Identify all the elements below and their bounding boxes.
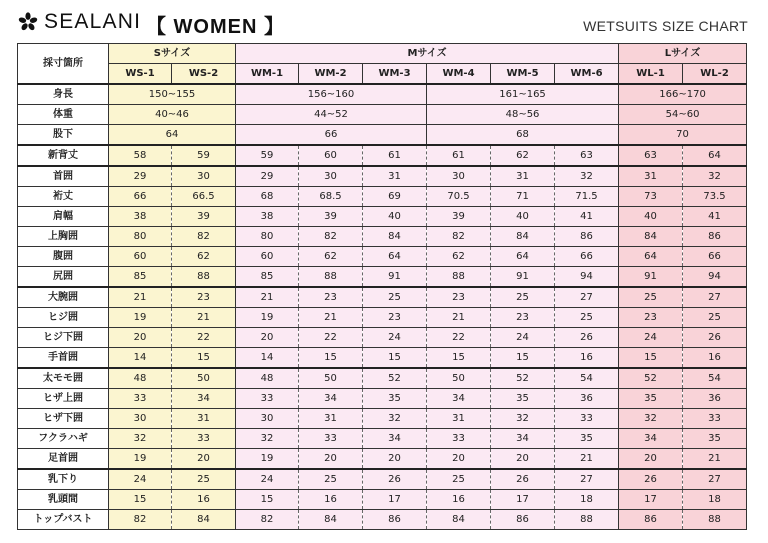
table-row [18,368,747,389]
value-cell: 27 [683,287,747,308]
size-header: WS-1 [109,64,172,85]
value-cell: 41 [555,207,619,227]
row-label: 足首囲 [18,449,109,470]
value-cell: 16 [555,348,619,369]
value-cell: 73.5 [683,187,747,207]
value-cell: 18 [555,490,619,510]
value-cell: 60 [109,247,172,267]
value-cell: 48 [109,368,172,389]
value-cell: 21 [427,308,491,328]
value-cell: 20 [619,449,683,470]
size-header: WM-3 [363,64,427,85]
value-cell: 84 [172,510,236,530]
value-cell: 64 [491,247,555,267]
range-cell: 48~56 [427,105,619,125]
range-cell: 68 [427,125,619,146]
size-header: WM-4 [427,64,491,85]
value-cell: 21 [236,287,299,308]
value-cell: 23 [172,287,236,308]
value-cell: 69 [363,187,427,207]
value-cell: 15 [299,348,363,369]
value-cell: 26 [619,469,683,490]
value-cell: 24 [363,328,427,348]
value-cell: 35 [555,429,619,449]
value-cell: 29 [236,166,299,187]
value-cell: 25 [299,469,363,490]
row-label: 乳下り [18,469,109,490]
value-cell: 31 [299,409,363,429]
group-m-header: Mサイズ [236,44,619,64]
value-cell: 24 [109,469,172,490]
value-cell: 91 [363,267,427,288]
range-cell: 54~60 [619,105,747,125]
table-row [18,328,747,348]
value-cell: 58 [109,145,172,166]
value-cell: 68 [236,187,299,207]
value-cell: 20 [491,449,555,470]
value-cell: 39 [427,207,491,227]
value-cell: 14 [236,348,299,369]
value-cell: 40 [619,207,683,227]
range-row [18,125,747,146]
row-label: トップバスト [18,510,109,530]
value-cell: 17 [491,490,555,510]
value-cell: 19 [109,449,172,470]
value-cell: 84 [363,227,427,247]
size-header: WL-1 [619,64,683,85]
value-cell: 85 [109,267,172,288]
row-label: フクラハギ [18,429,109,449]
range-cell: 156~160 [236,84,427,105]
value-cell: 80 [109,227,172,247]
value-cell: 32 [363,409,427,429]
row-label: 新背丈 [18,145,109,166]
value-cell: 71 [491,187,555,207]
table-row [18,308,747,328]
value-cell: 88 [555,510,619,530]
value-cell: 35 [363,389,427,409]
value-cell: 52 [491,368,555,389]
value-cell: 32 [683,166,747,187]
value-cell: 20 [427,449,491,470]
value-cell: 15 [491,348,555,369]
value-cell: 82 [427,227,491,247]
row-label: 股下 [18,125,109,146]
table-row [18,389,747,409]
table-row [18,187,747,207]
table-row [18,348,747,369]
value-cell: 40 [491,207,555,227]
value-cell: 22 [427,328,491,348]
value-cell: 86 [555,227,619,247]
value-cell: 30 [427,166,491,187]
value-cell: 25 [619,287,683,308]
value-cell: 66 [555,247,619,267]
value-cell: 23 [363,308,427,328]
value-cell: 21 [109,287,172,308]
table-row [18,429,747,449]
value-cell: 16 [427,490,491,510]
value-cell: 18 [683,490,747,510]
row-label: 肩幅 [18,207,109,227]
value-cell: 91 [491,267,555,288]
value-cell: 21 [299,308,363,328]
value-cell: 21 [555,449,619,470]
value-cell: 27 [683,469,747,490]
group-l-header: Lサイズ [619,44,747,64]
measurement-rows [18,145,747,530]
value-cell: 14 [109,348,172,369]
value-cell: 62 [299,247,363,267]
range-cell: 150~155 [109,84,236,105]
value-cell: 34 [172,389,236,409]
group-s-header: Sサイズ [109,44,236,64]
value-cell: 20 [109,328,172,348]
value-cell: 21 [172,308,236,328]
value-cell: 73 [619,187,683,207]
value-cell: 25 [491,287,555,308]
value-cell: 88 [427,267,491,288]
table-row [18,267,747,288]
size-header-row [18,64,747,85]
size-header: WS-2 [172,64,236,85]
value-cell: 64 [619,247,683,267]
value-cell: 25 [427,469,491,490]
value-cell: 31 [491,166,555,187]
row-label: 裄丈 [18,187,109,207]
table-row [18,510,747,530]
table-row [18,490,747,510]
value-cell: 15 [172,348,236,369]
value-cell: 88 [299,267,363,288]
value-cell: 94 [683,267,747,288]
row-label: 尻囲 [18,267,109,288]
value-cell: 39 [172,207,236,227]
value-cell: 82 [109,510,172,530]
value-cell: 38 [109,207,172,227]
row-label: 体重 [18,105,109,125]
value-cell: 50 [427,368,491,389]
value-cell: 32 [491,409,555,429]
value-cell: 31 [619,166,683,187]
value-cell: 86 [619,510,683,530]
row-label: 大腕囲 [18,287,109,308]
value-cell: 31 [172,409,236,429]
value-cell: 32 [619,409,683,429]
value-cell: 48 [236,368,299,389]
value-cell: 80 [236,227,299,247]
value-cell: 94 [555,267,619,288]
value-cell: 40 [363,207,427,227]
range-cell: 66 [236,125,427,146]
value-cell: 82 [299,227,363,247]
value-cell: 26 [683,328,747,348]
value-cell: 34 [299,389,363,409]
value-cell: 36 [683,389,747,409]
value-cell: 24 [236,469,299,490]
value-cell: 35 [683,429,747,449]
size-chart-table [17,43,747,530]
value-cell: 25 [363,287,427,308]
row-label: 上胸囲 [18,227,109,247]
value-cell: 31 [363,166,427,187]
value-cell: 33 [555,409,619,429]
table-row [18,145,747,166]
value-cell: 63 [619,145,683,166]
value-cell: 30 [172,166,236,187]
value-cell: 59 [172,145,236,166]
value-cell: 35 [619,389,683,409]
row-label: 手首囲 [18,348,109,369]
value-cell: 60 [299,145,363,166]
page-header [0,0,768,42]
range-row [18,84,747,105]
value-cell: 30 [299,166,363,187]
group-header-row [18,44,747,64]
size-header: WL-2 [683,64,747,85]
value-cell: 54 [683,368,747,389]
value-cell: 50 [299,368,363,389]
table-row [18,449,747,470]
value-cell: 35 [491,389,555,409]
corner-label: 採寸箇所 [18,44,109,85]
value-cell: 20 [172,449,236,470]
table-row [18,409,747,429]
value-cell: 26 [363,469,427,490]
value-cell: 33 [299,429,363,449]
value-cell: 86 [363,510,427,530]
value-cell: 32 [109,429,172,449]
value-cell: 71.5 [555,187,619,207]
table-row [18,166,747,187]
value-cell: 17 [363,490,427,510]
row-label: 首囲 [18,166,109,187]
table-row [18,227,747,247]
value-cell: 19 [109,308,172,328]
value-cell: 68.5 [299,187,363,207]
value-cell: 82 [172,227,236,247]
value-cell: 22 [172,328,236,348]
row-label: ヒジ囲 [18,308,109,328]
value-cell: 64 [363,247,427,267]
value-cell: 29 [109,166,172,187]
value-cell: 36 [555,389,619,409]
value-cell: 50 [172,368,236,389]
size-header: WM-1 [236,64,299,85]
value-cell: 20 [363,449,427,470]
value-cell: 21 [683,449,747,470]
value-cell: 70.5 [427,187,491,207]
value-cell: 25 [683,308,747,328]
value-cell: 62 [491,145,555,166]
size-header: WM-6 [555,64,619,85]
value-cell: 26 [491,469,555,490]
brand-name: SEALANI [44,10,142,33]
value-cell: 86 [491,510,555,530]
value-cell: 91 [619,267,683,288]
value-cell: 88 [172,267,236,288]
value-cell: 82 [236,510,299,530]
value-cell: 84 [427,510,491,530]
value-cell: 23 [491,308,555,328]
value-cell: 15 [619,348,683,369]
value-cell: 16 [683,348,747,369]
row-label: 太モモ囲 [18,368,109,389]
value-cell: 26 [555,328,619,348]
value-cell: 33 [427,429,491,449]
table-row [18,469,747,490]
value-cell: 31 [427,409,491,429]
table-row [18,247,747,267]
value-cell: 88 [683,510,747,530]
value-cell: 24 [491,328,555,348]
value-cell: 62 [427,247,491,267]
value-cell: 66 [683,247,747,267]
range-row [18,105,747,125]
value-cell: 39 [299,207,363,227]
value-cell: 16 [299,490,363,510]
value-cell: 23 [619,308,683,328]
value-cell: 61 [363,145,427,166]
range-cell: 166~170 [619,84,747,105]
value-cell: 15 [427,348,491,369]
value-cell: 15 [236,490,299,510]
value-cell: 34 [491,429,555,449]
range-cell: 70 [619,125,747,146]
range-cell: 64 [109,125,236,146]
value-cell: 33 [109,389,172,409]
value-cell: 33 [172,429,236,449]
range-cell: 40~46 [109,105,236,125]
value-cell: 34 [619,429,683,449]
value-cell: 33 [236,389,299,409]
value-cell: 84 [619,227,683,247]
row-label: ヒザ下囲 [18,409,109,429]
value-cell: 19 [236,449,299,470]
value-cell: 15 [363,348,427,369]
value-cell: 17 [619,490,683,510]
size-header: WM-2 [299,64,363,85]
value-cell: 19 [236,308,299,328]
value-cell: 85 [236,267,299,288]
value-cell: 15 [109,490,172,510]
value-cell: 23 [299,287,363,308]
value-cell: 84 [299,510,363,530]
value-cell: 84 [491,227,555,247]
value-cell: 34 [363,429,427,449]
range-cell: 44~52 [236,105,427,125]
value-cell: 52 [363,368,427,389]
value-cell: 54 [555,368,619,389]
row-label: 身長 [18,84,109,105]
value-cell: 30 [236,409,299,429]
value-cell: 63 [555,145,619,166]
size-header: WM-5 [491,64,555,85]
value-cell: 64 [683,145,747,166]
value-cell: 66 [109,187,172,207]
table-row [18,207,747,227]
value-cell: 34 [427,389,491,409]
value-cell: 86 [683,227,747,247]
value-cell: 61 [427,145,491,166]
value-cell: 33 [683,409,747,429]
value-cell: 59 [236,145,299,166]
value-cell: 27 [555,287,619,308]
row-label: 乳頭間 [18,490,109,510]
value-cell: 22 [299,328,363,348]
gender-heading: 【 WOMEN 】 [146,16,285,38]
value-cell: 66.5 [172,187,236,207]
value-cell: 30 [109,409,172,429]
value-cell: 24 [619,328,683,348]
value-cell: 27 [555,469,619,490]
row-label: 腹囲 [18,247,109,267]
value-cell: 60 [236,247,299,267]
value-cell: 32 [555,166,619,187]
table-row [18,287,747,308]
value-cell: 52 [619,368,683,389]
value-cell: 25 [555,308,619,328]
value-cell: 62 [172,247,236,267]
value-cell: 41 [683,207,747,227]
value-cell: 32 [236,429,299,449]
value-cell: 23 [427,287,491,308]
row-label: ヒザ上囲 [18,389,109,409]
flower-logo-icon [18,12,38,32]
row-label: ヒジ下囲 [18,328,109,348]
value-cell: 20 [299,449,363,470]
range-cell: 161~165 [427,84,619,105]
value-cell: 20 [236,328,299,348]
value-cell: 16 [172,490,236,510]
value-cell: 38 [236,207,299,227]
value-cell: 25 [172,469,236,490]
chart-title: WETSUITS SIZE CHART [583,18,748,34]
